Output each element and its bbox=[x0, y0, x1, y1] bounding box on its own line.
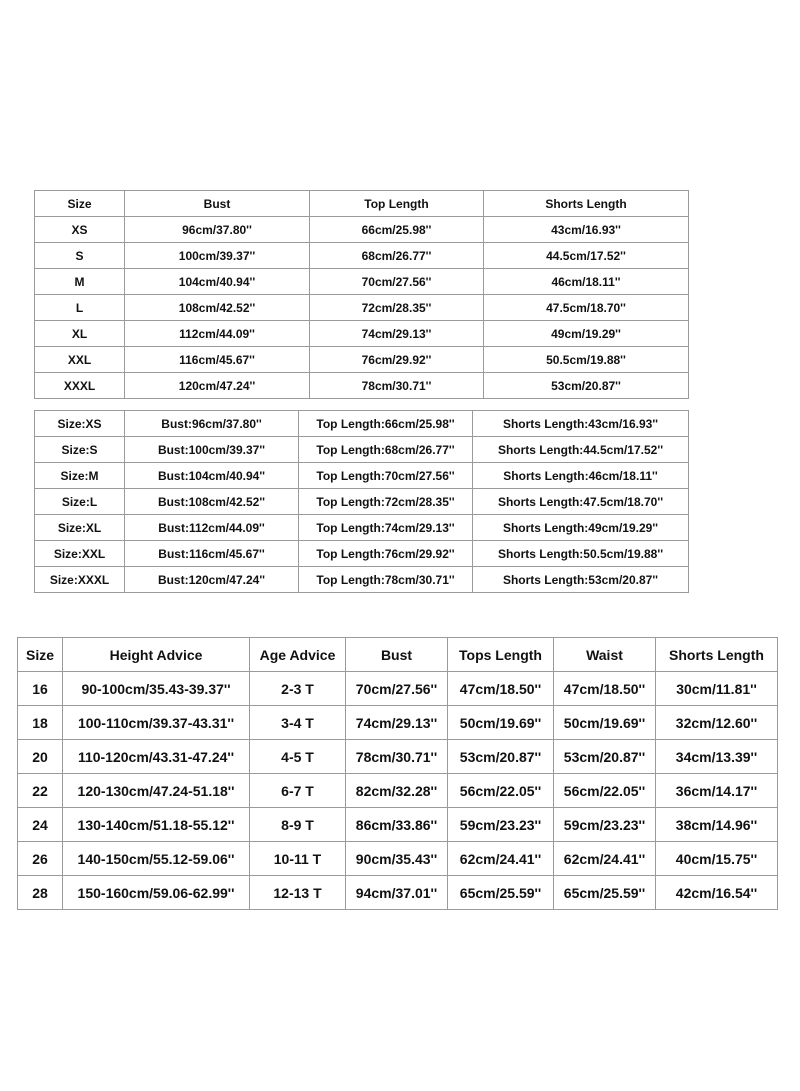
cell-size: Size:XXXL bbox=[35, 567, 125, 593]
cell-age-advice: 3-4 T bbox=[250, 706, 346, 740]
cell-shorts-length: 49cm/19.29'' bbox=[484, 321, 689, 347]
cell-bust: 120cm/47.24'' bbox=[125, 373, 310, 399]
table-header-row bbox=[35, 191, 689, 217]
cell-bust: Bust:112cm/44.09'' bbox=[125, 515, 299, 541]
cell-height-advice: 110-120cm/43.31-47.24'' bbox=[63, 740, 250, 774]
table-row bbox=[18, 672, 778, 706]
cell-shorts-length: Shorts Length:46cm/18.11'' bbox=[473, 463, 689, 489]
cell-top-length: 72cm/28.35'' bbox=[310, 295, 484, 321]
header-size: Size bbox=[35, 191, 125, 217]
cell-size: XXXL bbox=[35, 373, 125, 399]
cell-shorts-length: 47.5cm/18.70'' bbox=[484, 295, 689, 321]
cell-top-length: 66cm/25.98'' bbox=[310, 217, 484, 243]
cell-bust: 112cm/44.09'' bbox=[125, 321, 310, 347]
header-height-advice: Height Advice bbox=[63, 638, 250, 672]
cell-shorts-length: Shorts Length:53cm/20.87'' bbox=[473, 567, 689, 593]
cell-shorts-length: 44.5cm/17.52'' bbox=[484, 243, 689, 269]
header-waist: Waist bbox=[554, 638, 656, 672]
header-tops-length: Tops Length bbox=[448, 638, 554, 672]
cell-size: XL bbox=[35, 321, 125, 347]
cell-size: Size:XXL bbox=[35, 541, 125, 567]
cell-top-length: Top Length:68cm/26.77'' bbox=[299, 437, 473, 463]
table-row bbox=[35, 489, 689, 515]
cell-size: S bbox=[35, 243, 125, 269]
cell-size: Size:M bbox=[35, 463, 125, 489]
cell-age-advice: 2-3 T bbox=[250, 672, 346, 706]
cell-shorts-length: 42cm/16.54'' bbox=[656, 876, 778, 910]
cell-shorts-length: 50.5cm/19.88'' bbox=[484, 347, 689, 373]
cell-tops-length: 47cm/18.50'' bbox=[448, 672, 554, 706]
cell-waist: 53cm/20.87'' bbox=[554, 740, 656, 774]
cell-size: XXL bbox=[35, 347, 125, 373]
cell-size: Size:S bbox=[35, 437, 125, 463]
cell-height-advice: 100-110cm/39.37-43.31'' bbox=[63, 706, 250, 740]
cell-bust: 78cm/30.71'' bbox=[346, 740, 448, 774]
table-row bbox=[18, 774, 778, 808]
cell-bust: 70cm/27.56'' bbox=[346, 672, 448, 706]
cell-top-length: Top Length:74cm/29.13'' bbox=[299, 515, 473, 541]
cell-top-length: Top Length:72cm/28.35'' bbox=[299, 489, 473, 515]
table-row bbox=[35, 269, 689, 295]
cell-shorts-length: Shorts Length:47.5cm/18.70'' bbox=[473, 489, 689, 515]
cell-size: 22 bbox=[18, 774, 63, 808]
cell-shorts-length: 53cm/20.87'' bbox=[484, 373, 689, 399]
cell-size: 16 bbox=[18, 672, 63, 706]
cell-bust: 108cm/42.52'' bbox=[125, 295, 310, 321]
cell-height-advice: 130-140cm/51.18-55.12'' bbox=[63, 808, 250, 842]
cell-age-advice: 10-11 T bbox=[250, 842, 346, 876]
size-chart-table-kids bbox=[17, 637, 778, 910]
cell-bust: 82cm/32.28'' bbox=[346, 774, 448, 808]
cell-top-length: Top Length:66cm/25.98'' bbox=[299, 411, 473, 437]
header-age-advice: Age Advice bbox=[250, 638, 346, 672]
header-bust: Bust bbox=[125, 191, 310, 217]
cell-size: M bbox=[35, 269, 125, 295]
cell-top-length: Top Length:70cm/27.56'' bbox=[299, 463, 473, 489]
header-size: Size bbox=[18, 638, 63, 672]
header-bust: Bust bbox=[346, 638, 448, 672]
cell-shorts-length: 36cm/14.17'' bbox=[656, 774, 778, 808]
table-header-row bbox=[18, 638, 778, 672]
table-row bbox=[35, 373, 689, 399]
cell-height-advice: 140-150cm/55.12-59.06'' bbox=[63, 842, 250, 876]
cell-top-length: Top Length:76cm/29.92'' bbox=[299, 541, 473, 567]
cell-top-length: 76cm/29.92'' bbox=[310, 347, 484, 373]
cell-tops-length: 65cm/25.59'' bbox=[448, 876, 554, 910]
cell-top-length: 74cm/29.13'' bbox=[310, 321, 484, 347]
cell-age-advice: 6-7 T bbox=[250, 774, 346, 808]
cell-bust: Bust:116cm/45.67'' bbox=[125, 541, 299, 567]
cell-size: Size:XL bbox=[35, 515, 125, 541]
cell-age-advice: 12-13 T bbox=[250, 876, 346, 910]
table-row bbox=[18, 876, 778, 910]
cell-size: 24 bbox=[18, 808, 63, 842]
cell-waist: 56cm/22.05'' bbox=[554, 774, 656, 808]
cell-top-length: 70cm/27.56'' bbox=[310, 269, 484, 295]
cell-bust: 104cm/40.94'' bbox=[125, 269, 310, 295]
cell-waist: 59cm/23.23'' bbox=[554, 808, 656, 842]
cell-bust: 74cm/29.13'' bbox=[346, 706, 448, 740]
table-row bbox=[35, 411, 689, 437]
cell-shorts-length: 43cm/16.93'' bbox=[484, 217, 689, 243]
table-row bbox=[35, 243, 689, 269]
header-top-length: Top Length bbox=[310, 191, 484, 217]
cell-shorts-length: Shorts Length:44.5cm/17.52'' bbox=[473, 437, 689, 463]
cell-bust: 90cm/35.43'' bbox=[346, 842, 448, 876]
table-row bbox=[35, 437, 689, 463]
cell-tops-length: 56cm/22.05'' bbox=[448, 774, 554, 808]
cell-bust: 116cm/45.67'' bbox=[125, 347, 310, 373]
cell-size: 18 bbox=[18, 706, 63, 740]
cell-bust: Bust:100cm/39.37'' bbox=[125, 437, 299, 463]
size-chart-table-inline bbox=[34, 410, 689, 593]
cell-bust: Bust:120cm/47.24'' bbox=[125, 567, 299, 593]
cell-height-advice: 150-160cm/59.06-62.99'' bbox=[63, 876, 250, 910]
cell-tops-length: 53cm/20.87'' bbox=[448, 740, 554, 774]
cell-bust: 86cm/33.86'' bbox=[346, 808, 448, 842]
size-chart-table-adult bbox=[34, 190, 689, 399]
cell-shorts-length: Shorts Length:43cm/16.93'' bbox=[473, 411, 689, 437]
table-row bbox=[35, 295, 689, 321]
cell-tops-length: 62cm/24.41'' bbox=[448, 842, 554, 876]
header-shorts-length: Shorts Length bbox=[484, 191, 689, 217]
cell-bust: Bust:96cm/37.80'' bbox=[125, 411, 299, 437]
cell-bust: 100cm/39.37'' bbox=[125, 243, 310, 269]
cell-shorts-length: 30cm/11.81'' bbox=[656, 672, 778, 706]
cell-size: XS bbox=[35, 217, 125, 243]
cell-waist: 62cm/24.41'' bbox=[554, 842, 656, 876]
table-row bbox=[18, 740, 778, 774]
cell-tops-length: 59cm/23.23'' bbox=[448, 808, 554, 842]
cell-shorts-length: 32cm/12.60'' bbox=[656, 706, 778, 740]
cell-size: Size:XS bbox=[35, 411, 125, 437]
cell-age-advice: 8-9 T bbox=[250, 808, 346, 842]
cell-top-length: Top Length:78cm/30.71'' bbox=[299, 567, 473, 593]
cell-size: 26 bbox=[18, 842, 63, 876]
table-row bbox=[35, 515, 689, 541]
table-row bbox=[35, 321, 689, 347]
cell-bust: 96cm/37.80'' bbox=[125, 217, 310, 243]
cell-age-advice: 4-5 T bbox=[250, 740, 346, 774]
table-row bbox=[35, 217, 689, 243]
cell-size: 20 bbox=[18, 740, 63, 774]
cell-shorts-length: Shorts Length:50.5cm/19.88'' bbox=[473, 541, 689, 567]
cell-height-advice: 120-130cm/47.24-51.18'' bbox=[63, 774, 250, 808]
cell-height-advice: 90-100cm/35.43-39.37'' bbox=[63, 672, 250, 706]
cell-bust: Bust:104cm/40.94'' bbox=[125, 463, 299, 489]
cell-waist: 65cm/25.59'' bbox=[554, 876, 656, 910]
cell-bust: Bust:108cm/42.52'' bbox=[125, 489, 299, 515]
cell-waist: 50cm/19.69'' bbox=[554, 706, 656, 740]
cell-bust: 94cm/37.01'' bbox=[346, 876, 448, 910]
table-row bbox=[35, 463, 689, 489]
table-row bbox=[18, 706, 778, 740]
cell-shorts-length: 38cm/14.96'' bbox=[656, 808, 778, 842]
cell-top-length: 68cm/26.77'' bbox=[310, 243, 484, 269]
header-shorts-length: Shorts Length bbox=[656, 638, 778, 672]
cell-top-length: 78cm/30.71'' bbox=[310, 373, 484, 399]
cell-shorts-length: Shorts Length:49cm/19.29'' bbox=[473, 515, 689, 541]
table-row bbox=[35, 347, 689, 373]
cell-size: Size:L bbox=[35, 489, 125, 515]
table-row bbox=[18, 808, 778, 842]
cell-size: 28 bbox=[18, 876, 63, 910]
table-row bbox=[35, 541, 689, 567]
cell-tops-length: 50cm/19.69'' bbox=[448, 706, 554, 740]
cell-shorts-length: 34cm/13.39'' bbox=[656, 740, 778, 774]
cell-waist: 47cm/18.50'' bbox=[554, 672, 656, 706]
table-row bbox=[35, 567, 689, 593]
cell-shorts-length: 40cm/15.75'' bbox=[656, 842, 778, 876]
cell-shorts-length: 46cm/18.11'' bbox=[484, 269, 689, 295]
table-row bbox=[18, 842, 778, 876]
cell-size: L bbox=[35, 295, 125, 321]
